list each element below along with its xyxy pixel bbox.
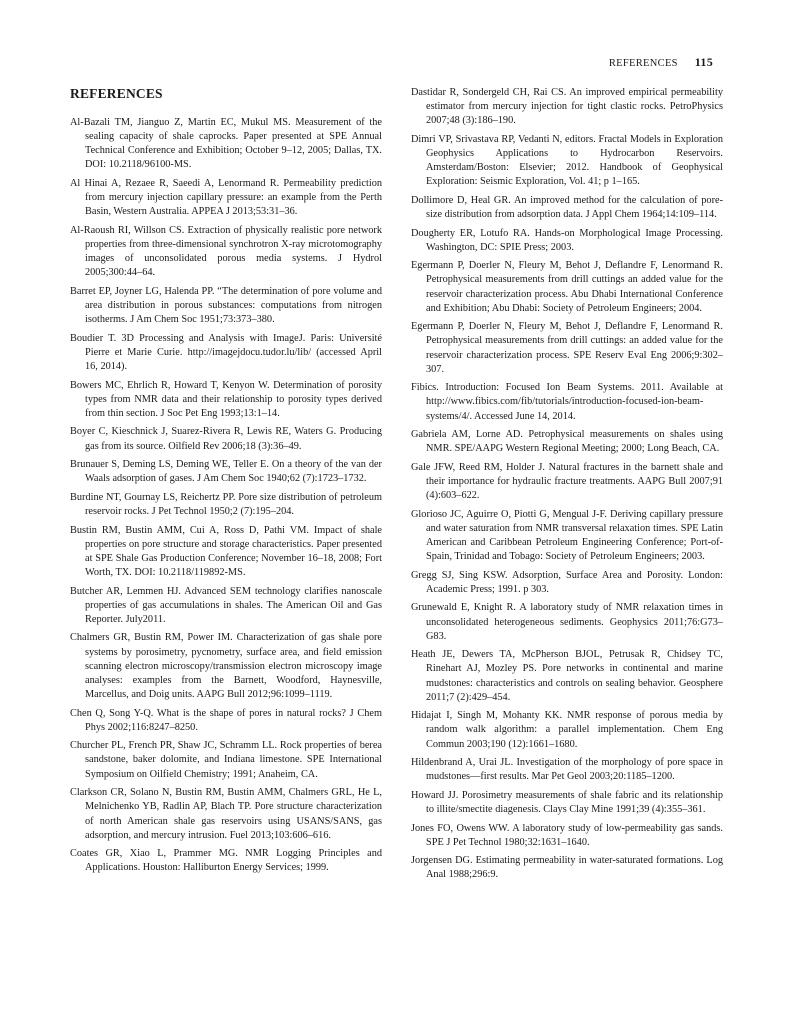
reference-entry: Jones FO, Owens WW. A laboratory study of low-permeability gas sands. SPE J Pet Technol 1980;32:1631–1640.	[411, 822, 723, 848]
reference-entry: Jorgensen DG. Estimating permeability in water-saturated formations. Log Anal 1988;296:9.	[411, 855, 723, 881]
running-head	[609, 55, 713, 70]
reference-entry: Clarkson CR, Solano N, Bustin RM, Bustin AMM, Chalmers GRL, He L, Melnichenko YB, Radlin AP, Blach TP. Pore structure characterization of north American shale gas reservoirs using USANS/SANS, gas adsorption, and mercury intrusion. Fuel 2013;103:606–616.	[70, 787, 382, 841]
reference-entry: Fibics. Introduction: Focused Ion Beam Systems. 2011. Available at http://www.fibics.com/fib/tutorials/introduction-focused-ion-beam-systems/4/. Accessed June 14, 2014.	[411, 382, 723, 422]
reference-entry: Barret EP, Joyner LG, Halenda PP. “The determination of pore volume and area distribution in porous substances: computations from nitrogen isotherms. J Am Chem Soc 1951;73:373–380.	[70, 285, 382, 326]
reference-entry: Burdine NT, Gournay LS, Reichertz PP. Pore size distribution of petroleum reservoir rocks. J Pet Technol 1950;2 (7):195–204.	[70, 491, 382, 518]
reference-entry: Boyer C, Kieschnick J, Suarez-Rivera R, Lewis RE, Waters G. Producing gas from its source. Oilfield Rev 2006;18 (3):36–49.	[70, 426, 382, 452]
reference-entry: Churcher PL, French PR, Shaw JC, Schramm LL. Rock properties of berea sandstone, baker dolomite, and Indiana limestone. SPE International Symposium on Oilfield Chemistry; 1991; Anaheim, CA.	[70, 740, 382, 780]
reference-entry: Bowers MC, Ehrlich R, Howard T, Kenyon W. Determination of porosity types from NMR data and their relationship to porosity types derived from thin section. J Soc Pet Eng 1993;13:1–14.	[70, 379, 382, 419]
reference-entry: Brunauer S, Deming LS, Deming WE, Teller E. On a theory of the van der Waals adsorption of gases. J Am Chem Soc 1940;62 (7):1723–1732.	[70, 459, 382, 485]
reference-entry: Gregg SJ, Sing KSW. Adsorption, Surface Area and Porosity. London: Academic Press; 1991. p 303.	[411, 569, 723, 595]
reference-entry: Dollimore D, Heal GR. An improved method for the calculation of pore-size distribution from adsorption data. J Appl Chem 1964;14:109–114.	[411, 194, 723, 221]
reference-entry: Dougherty ER, Lotufo RA. Hands-on Morphological Image Processing. Washington, DC: SPIE Press; 2003.	[411, 227, 723, 253]
reference-entry: Egermann P, Doerler N, Fleury M, Behot J, Deflandre F, Lenormand R. Petrophysical measurements from drill cuttings: an added value for the reservoir characterization process. SPE Reserv Eval Eng 2006;9:302–307.	[411, 321, 723, 375]
reference-entry: Hidajat I, Singh M, Mohanty KK. NMR response of porous media by random walk algorithm: a parallel implementation. Chem Eng Commun 2003;190 (12):1661–1680.	[411, 710, 723, 750]
running-head-title: REFERENCES	[608, 58, 678, 69]
reference-entry: Bustin RM, Bustin AMM, Cui A, Ross D, Pathi VM. Impact of shale properties on pore structure and storage characteristics. Paper presented at SPE Shale Gas Production Conference; November 16–18, 2008; Fort Worth, TX. DOI: 10.2118/119892-MS.	[70, 524, 382, 579]
reference-entry: Dimri VP, Srivastava RP, Vedanti N, editors. Fractal Models in Exploration Geophysics Applications to Hydrocarbon Reservoirs. Amsterdam/Boston: Elsevier; 2012. Handbook of Geophysical Exploration: Seismic Exploration, Vol. 41; p 1–165.	[411, 133, 723, 188]
reference-entry: Hildenbrand A, Urai JL. Investigation of the morphology of pore space in mudstones—first results. Mar Pet Geol 2003;20:1185–1200.	[411, 757, 723, 783]
reference-entry: Al Hinai A, Rezaee R, Saeedi A, Lenormand R. Permeability prediction from mercury injection capillary pressure: an example from the Perth Basin, Western Australia. APPEA J 2013;53:31–36.	[70, 178, 382, 218]
reference-entry: Heath JE, Dewers TA, McPherson BJOL, Petrusak R, Chidsey TC, Rinehart AJ, Mozley PS. Pore networks in continental and marine mudstones: characteristics and controls on sealing behavior. Geosphere 2011;7 (2):429–454.	[411, 649, 723, 703]
reference-column-right	[411, 86, 723, 887]
reference-entry: Al-Bazali TM, Jianguo Z, Martin EC, Mukul MS. Measurement of the sealing capacity of shale caprocks. Paper presented at SPE Annual Technical Conference and Exhibition; October 9–12, 2005; Dallas, TX. DOI: 10.2118/96100-MS.	[70, 117, 382, 171]
reference-entry: Butcher AR, Lemmen HJ. Advanced SEM technology clarifies nanoscale properties of gas accumulations in shales. The American Oil and Gas Reporter. July2011.	[70, 585, 382, 625]
reference-entry: Dastidar R, Sondergeld CH, Rai CS. An improved empirical permeability estimator from mercury injection for tight clastic rocks. PetroPhysics 2007;48 (3):186–190.	[411, 87, 723, 127]
reference-entry: Coates GR, Xiao L, Prammer MG. NMR Logging Principles and Applications. Houston: Halliburton Energy Services; 1999.	[70, 848, 382, 874]
reference-entry: Chalmers GR, Bustin RM, Power IM. Characterization of gas shale pore systems by porosimetry, pycnometry, surface area, and field emission scanning electron microscopy/transmission electron microscopy image analyses: examples from the Barnett, Woodford, Haynesville, Marcellus, and Doig units. AAPG Bull 2012;96:1099–1119.	[70, 632, 382, 701]
page-number: 115	[694, 55, 713, 69]
reference-entry: Gabriela AM, Lorne AD. Petrophysical measurements on shales using NMR. SPE/AAPG Western Regional Meeting; 2000; Long Beach, CA.	[411, 429, 723, 455]
reference-entry: Howard JJ. Porosimetry measurements of shale fabric and its relationship to illite/smectite diagenesis. Clays Clay Mine 1991;39 (4):355–361.	[411, 789, 723, 816]
reference-entry: Gale JFW, Reed RM, Holder J. Natural fractures in the barnett shale and their importance for hydraulic fracture treatments. AAPG Bull 2007;91 (4):603–622.	[411, 461, 723, 502]
reference-entry: Glorioso JC, Aguirre O, Piotti G, Mengual J-F. Deriving capillary pressure and water saturation from NMR transversal relaxation times. SPE Latin American and Caribbean Petroleum Engineering Conference; Port-of-Spain, Trinidad and Tobago: Society of Petroleum Engineers; 2003.	[411, 508, 723, 563]
reference-entry: Boudier T. 3D Processing and Analysis with ImageJ. Paris: Université Pierre et Marie Curie. http://imagejdocu.tudor.lu/lib/ (accessed April 16, 2014).	[70, 332, 382, 373]
reference-entry: Al-Raoush RI, Willson CS. Extraction of physically realistic pore network properties from three-dimensional synchrotron X-ray microtomography images of unconsolidated porous media systems. J Hydrol 2005;300:44–64.	[70, 224, 382, 279]
reference-entry: Grunewald E, Knight R. A laboratory study of NMR relaxation times in unconsolidated heterogeneous sediments. Geophysics 2011;76:G73–G83.	[411, 602, 723, 642]
reference-column-left	[70, 116, 382, 880]
reference-entry: Egermann P, Doerler N, Fleury M, Behot J, Deflandre F, Lenormand R. Petrophysical measurements from drill cuttings an added value for the reservoir characterization process. Abu Dhabi International Conference and Exhibition; Abu Dhabi: Society of Petroleum Engineers; 2004.	[411, 260, 723, 314]
reference-entry: Chen Q, Song Y-Q. What is the shape of pores in natural rocks? J Chem Phys 2002;116:8247–8250.	[70, 707, 382, 733]
section-heading: REFERENCES	[70, 86, 163, 101]
